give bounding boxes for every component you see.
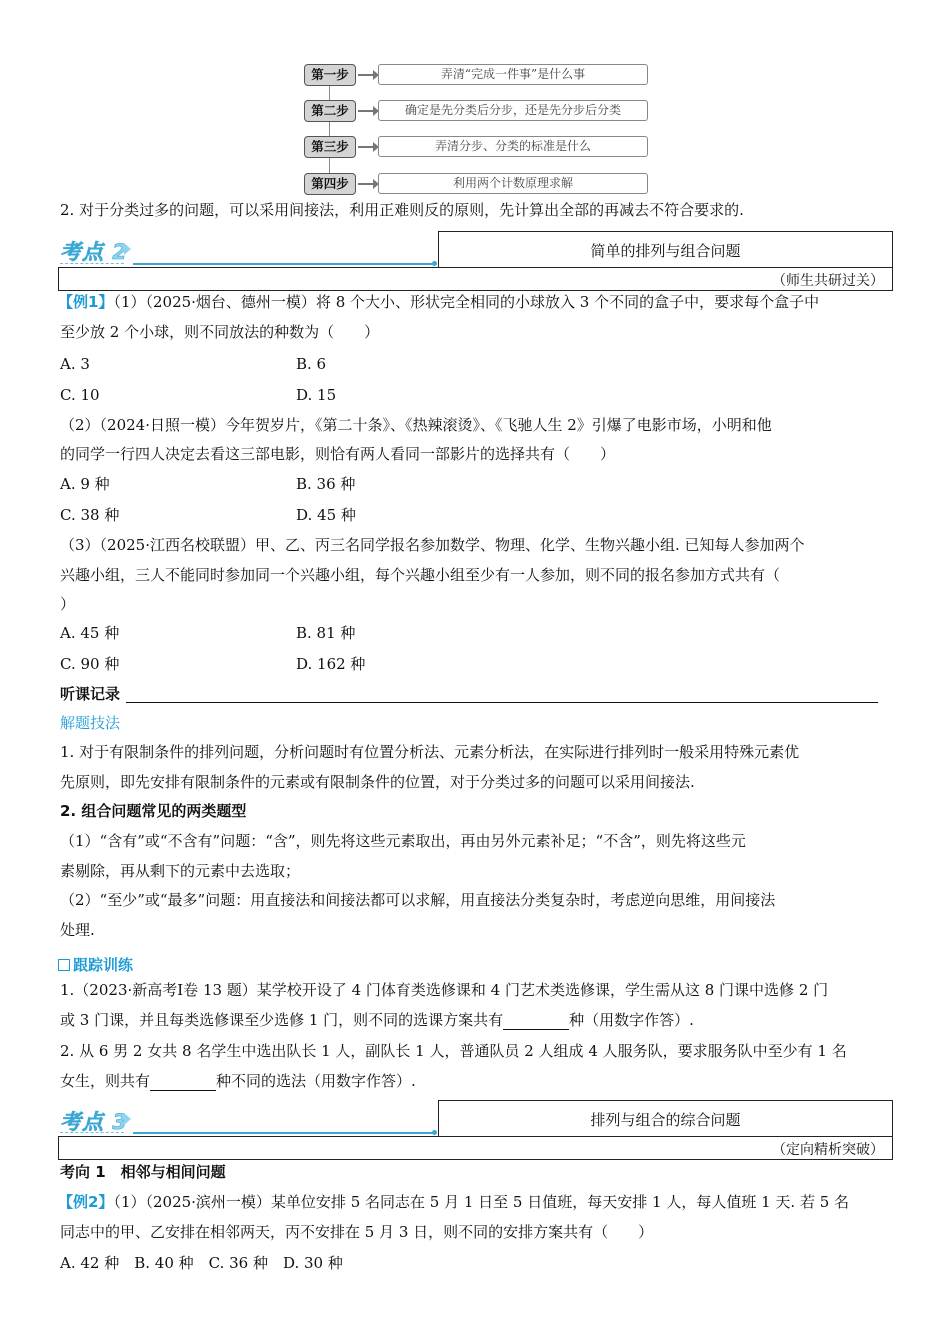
step-1-label: 第一步 [304,64,356,86]
ex1-q2-line2: 的同学一行四人决定去看这三部电影，则恰有两人看同一部影片的选择共有（ ） [60,445,616,463]
ex1-q1-option-c: C. 10 [60,386,100,404]
practice-q2-line2 [60,1071,416,1091]
practice-q1-answer-blank[interactable] [503,1014,569,1030]
step-4-arrow [358,183,374,185]
ex1-q1-line1 [58,292,819,312]
kaodian3-title: 排列与组合的综合问题 [590,1111,741,1129]
method-p2b-line2: 处理. [60,921,95,939]
kaodian3-subtitle: （定向精析突破） [772,1142,884,1158]
practice-q2-line1: 2. 从 6 男 2 女共 8 名学生中选出队长 1 人，副队长 1 人，普通队员 2 人组成 4 人服务队，要求服务队中至少有 1 名 [60,1042,847,1060]
ex1-q2-option-b: B. 36 种 [296,475,356,493]
ex2-label: 【例2】 [58,1193,114,1211]
checkbox-icon [58,959,70,971]
method-p2a-line2: 素剔除，再从剩下的元素中去选取； [60,862,301,880]
ex1-q2-option-c: C. 38 种 [60,506,120,524]
header-rule-dot [432,261,437,266]
method-p1-line2: 先原则，即先安排有限制条件的元素或有限制条件的位置，对于分类过多的问题可以采用间接法. [60,773,695,791]
ex1-q1-option-a: A. 3 [60,355,90,373]
practice-q2-text-a: 女生，则共有 [60,1072,151,1090]
ex1-q1-line2: 至少放 2 个小球，则不同放法的种数为（ ） [60,323,380,341]
ex1-q2-line1: （2）（2024·日照一模）今年贺岁片，《第二十条》、《热辣滚烫》、《飞驰人生 2》引爆了电影市场，小明和他 [60,416,772,434]
direction-1-title: 考向 1 相邻与相间问题 [60,1163,226,1181]
badge-underline [60,1132,124,1133]
badge-arrow-icon [124,1113,131,1125]
step-2-label: 第二步 [304,100,356,122]
badge-arrow-icon [124,243,131,255]
flowchart [300,60,650,200]
step-3-arrow [358,146,374,148]
ex1-label: 【例1】 [58,293,114,311]
notes-label: 听课记录 [60,685,121,703]
step-4-text: 利用两个计数原理求解 [378,173,648,194]
practice-title-text: 跟踪训练 [73,956,134,974]
ex1-q3-option-d: D. 162 种 [296,655,366,673]
header-rule-dot [432,1130,437,1135]
step-1-arrow [358,74,374,76]
practice-q1-text-a: 或 3 门课，并且每类选修课至少选修 1 门，则不同的选课方案共有 [60,1011,504,1029]
ex2-line1 [58,1192,849,1212]
ex1-q3-option-b: B. 81 种 [296,624,356,642]
header-rule [133,263,435,265]
ex1-q3-line2: 兴趣小组，三人不能同时参加同一个兴趣小组，每个兴趣小组至少有一人参加，则不同的报名参加方式共有（ [60,566,781,584]
notes-line[interactable] [126,702,878,703]
ex1-q3-option-a: A. 45 种 [60,624,120,642]
ex1-q2-option-a: A. 9 种 [60,475,110,493]
ex2-line2: 同志中的甲、乙安排在相邻两天，丙不安排在 5 月 3 日，则不同的安排方案共有（ ） [60,1223,654,1241]
practice-q2-text-b: 种不同的选法（用数字作答）. [216,1072,416,1090]
step-3-label: 第三步 [304,136,356,158]
badge-underline [60,263,124,264]
method-p2a-line1: （1）“含有”或“不含有”问题：“含”，则先将这些元素取出，再由另外元素补足；“不含”，则先将这些元 [60,832,746,850]
kaodian2-badge: 考点 2 [60,240,128,264]
kaodian3-badge: 考点 3 [60,1110,128,1134]
ex1-q3-line3: ） [60,595,76,613]
ex1-q3-line1: （3）（2025·江西名校联盟）甲、乙、丙三名同学报名参加数学、物理、化学、生物兴趣小组. 已知每人参加两个 [60,536,805,554]
method-p2b-line1: （2）“至少”或“最多”问题：用直接法和间接法都可以求解，用直接法分类复杂时，考虑逆向思维，用间接法 [60,891,776,909]
ex1-q3-option-c: C. 90 种 [60,655,120,673]
practice-q1-text-b: 种（用数字作答）. [569,1011,694,1029]
step-3-text: 弄清分步、分类的标准是什么 [378,136,648,157]
ex1-q1-text: （1）（2025·烟台、德州一模）将 8 个大小、形状完全相同的小球放入 3 个不同的盒子中，要求每个盒子中 [113,293,820,311]
step-4-label: 第四步 [304,173,356,195]
practice-q1-line2 [60,1010,694,1030]
step-2-text: 确定是先分类后分步，还是先分步后分类 [378,100,648,121]
practice-q1-line1: 1.（2023·新高考Ⅰ卷 13 题）某学校开设了 4 门体育类选修课和 4 门艺术类选修课，学生需从这 8 门课中选修 2 门 [60,981,829,999]
practice-title [58,955,133,975]
method-title: 解题技法 [60,714,121,732]
kaodian2-title: 简单的排列与组合问题 [590,242,741,260]
note-indirect-method: 2. 对于分类过多的问题，可以采用间接法，利用正难则反的原则，先计算出全部的再减去不符合要求的. [60,201,744,219]
ex2-text: （1）（2025·滨州一模）某单位安排 5 名同志在 5 月 1 日至 5 日值班，每天安排 1 人，每人值班 1 天. 若 5 名 [113,1193,850,1211]
step-1-text: 弄清“完成一件事”是什么事 [378,64,648,85]
kaodian2-subtitle: （师生共研过关） [772,273,884,289]
method-p1-line1: 1. 对于有限制条件的排列问题，分析问题时有位置分析法、元素分析法，在实际进行排列时一般采用特殊元素优 [60,743,800,761]
ex1-q1-option-d: D. 15 [296,386,337,404]
step-2-arrow [358,110,374,112]
ex1-q1-option-b: B. 6 [296,355,327,373]
practice-q2-answer-blank[interactable] [150,1075,216,1091]
header-rule [133,1132,435,1134]
ex2-options: A. 42 种 B. 40 种 C. 36 种 D. 30 种 [60,1254,343,1272]
method-p2-title: 2. 组合问题常见的两类题型 [60,802,247,820]
ex1-q2-option-d: D. 45 种 [296,506,356,524]
